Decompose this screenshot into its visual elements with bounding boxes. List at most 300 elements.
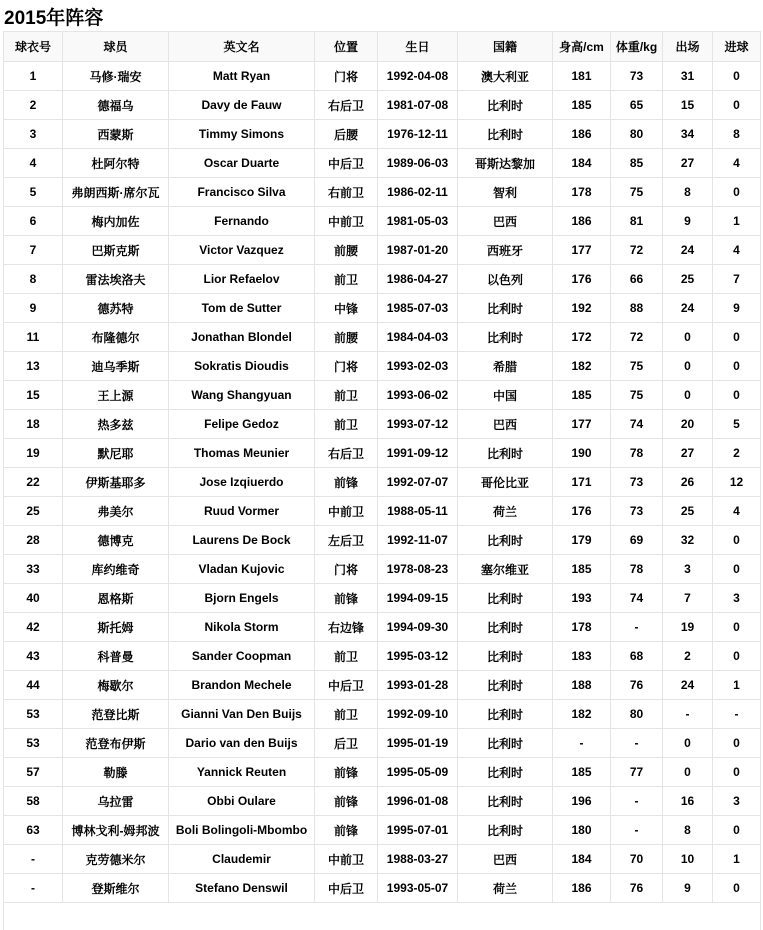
cell-birthday: 1992-09-10 <box>378 700 458 729</box>
cell-appearances: 24 <box>663 236 713 265</box>
cell-player: 博林戈利-姆邦波 <box>63 816 169 845</box>
cell-birthday: 1989-06-03 <box>378 149 458 178</box>
cell-height: 178 <box>553 178 611 207</box>
cell-jersey: 19 <box>4 439 63 468</box>
cell-weight: 68 <box>611 642 663 671</box>
cell-appearances: 26 <box>663 468 713 497</box>
table-row <box>4 265 761 294</box>
cell-position: 中前卫 <box>315 497 378 526</box>
table-row <box>4 787 761 816</box>
cell-appearances: 16 <box>663 787 713 816</box>
cell-birthday: 1991-09-12 <box>378 439 458 468</box>
cell-weight: 70 <box>611 845 663 874</box>
cell-player: 迪乌季斯 <box>63 352 169 381</box>
cell-english-name: Wang Shangyuan <box>169 381 315 410</box>
cell-nationality: 比利时 <box>458 700 553 729</box>
table-row-partial <box>4 903 761 930</box>
cell-english-name: Gianni Van Den Buijs <box>169 700 315 729</box>
cell-birthday: 1995-07-01 <box>378 816 458 845</box>
cell-position: 中后卫 <box>315 149 378 178</box>
cell-height: 192 <box>553 294 611 323</box>
cell-weight: 78 <box>611 555 663 584</box>
cell-height: 172 <box>553 323 611 352</box>
table-row <box>4 671 761 700</box>
cell-birthday: 1995-03-12 <box>378 642 458 671</box>
cell-jersey: 33 <box>4 555 63 584</box>
cell-height: 176 <box>553 497 611 526</box>
cell-player: 科普曼 <box>63 642 169 671</box>
cell-height: 177 <box>553 236 611 265</box>
cell-height: 185 <box>553 381 611 410</box>
cell-nationality: 比利时 <box>458 671 553 700</box>
cell-goals: 0 <box>713 874 761 903</box>
table-row <box>4 149 761 178</box>
cell-appearances: 0 <box>663 758 713 787</box>
cell-player: 德福乌 <box>63 91 169 120</box>
table-row <box>4 120 761 149</box>
cell-nationality: 希腊 <box>458 352 553 381</box>
cell-goals: 0 <box>713 526 761 555</box>
cell-english-name: Tom de Sutter <box>169 294 315 323</box>
cell-english-name: Francisco Silva <box>169 178 315 207</box>
cell-goals: 0 <box>713 758 761 787</box>
table-row <box>4 62 761 91</box>
cell-birthday: 1993-05-07 <box>378 874 458 903</box>
cell-position: 前锋 <box>315 816 378 845</box>
cell-goals: 0 <box>713 178 761 207</box>
table-row <box>4 468 761 497</box>
cell-player: 默尼耶 <box>63 439 169 468</box>
cell-goals: 9 <box>713 294 761 323</box>
cell-height: 176 <box>553 265 611 294</box>
cell-goals: - <box>713 700 761 729</box>
table-row <box>4 526 761 555</box>
cell-height: 186 <box>553 120 611 149</box>
cell-appearances: 0 <box>663 729 713 758</box>
table-row <box>4 729 761 758</box>
column-header-nationality: 国籍 <box>458 32 553 62</box>
cell-birthday: 1976-12-11 <box>378 120 458 149</box>
cell-goals: 0 <box>713 352 761 381</box>
cell-birthday: 1994-09-15 <box>378 584 458 613</box>
cell-english-name: Bjorn Engels <box>169 584 315 613</box>
cell-english-name: Laurens De Bock <box>169 526 315 555</box>
cell-player: 杜阿尔特 <box>63 149 169 178</box>
cell-jersey: 42 <box>4 613 63 642</box>
cell-birthday: 1993-06-02 <box>378 381 458 410</box>
cell-birthday: 1986-04-27 <box>378 265 458 294</box>
cell-nationality: 比利时 <box>458 729 553 758</box>
cell-position: 后腰 <box>315 120 378 149</box>
cell-weight: 72 <box>611 236 663 265</box>
cell-nationality: 巴西 <box>458 845 553 874</box>
cell-player: 克劳德米尔 <box>63 845 169 874</box>
cell-position: 前锋 <box>315 787 378 816</box>
cell-nationality: 哥斯达黎加 <box>458 149 553 178</box>
cell-player: 布隆德尔 <box>63 323 169 352</box>
cell-height: 185 <box>553 758 611 787</box>
cell-english-name: Jose Izqiuerdo <box>169 468 315 497</box>
cell-weight: 73 <box>611 62 663 91</box>
cell-jersey: - <box>4 874 63 903</box>
cell-weight: 73 <box>611 468 663 497</box>
cell-position: 前腰 <box>315 323 378 352</box>
cell-weight: - <box>611 816 663 845</box>
cell-nationality: 比利时 <box>458 439 553 468</box>
cell-player: 马修·瑞安 <box>63 62 169 91</box>
cell-weight: 80 <box>611 120 663 149</box>
cell-goals: 1 <box>713 845 761 874</box>
cell-appearances: 27 <box>663 149 713 178</box>
cell-english-name: Boli Bolingoli-Mbombo <box>169 816 315 845</box>
cell-appearances: 25 <box>663 497 713 526</box>
cell-goals: 0 <box>713 62 761 91</box>
cell-position: 右后卫 <box>315 439 378 468</box>
cell-nationality: 巴西 <box>458 207 553 236</box>
cell-nationality: 比利时 <box>458 816 553 845</box>
cell-weight: 75 <box>611 178 663 207</box>
cell-position: 右边锋 <box>315 613 378 642</box>
cell-appearances: - <box>663 700 713 729</box>
cell-birthday: 1993-01-28 <box>378 671 458 700</box>
cell-nationality: 比利时 <box>458 613 553 642</box>
column-header-position: 位置 <box>315 32 378 62</box>
cell-jersey: 15 <box>4 381 63 410</box>
cell-weight: 66 <box>611 265 663 294</box>
cell-english-name: Brandon Mechele <box>169 671 315 700</box>
cell-appearances: 19 <box>663 613 713 642</box>
table-row <box>4 439 761 468</box>
cell-appearances: 27 <box>663 439 713 468</box>
cell-goals: 3 <box>713 584 761 613</box>
cell-height: 184 <box>553 845 611 874</box>
cell-weight: 74 <box>611 410 663 439</box>
cell-goals: 1 <box>713 207 761 236</box>
cell-height: 179 <box>553 526 611 555</box>
cell-nationality: 哥伦比亚 <box>458 468 553 497</box>
column-header-appearances: 出场 <box>663 32 713 62</box>
cell-nationality: 荷兰 <box>458 497 553 526</box>
cell-weight: - <box>611 729 663 758</box>
cell-weight: 88 <box>611 294 663 323</box>
cell-nationality: 塞尔维亚 <box>458 555 553 584</box>
cell-position: 前腰 <box>315 236 378 265</box>
table-row <box>4 410 761 439</box>
cell-goals: 0 <box>713 555 761 584</box>
cell-jersey: 18 <box>4 410 63 439</box>
cell-height: 171 <box>553 468 611 497</box>
cell-jersey: 44 <box>4 671 63 700</box>
cell-goals: 1 <box>713 671 761 700</box>
table-header-row <box>4 32 761 62</box>
cell-jersey: 22 <box>4 468 63 497</box>
cell-birthday: 1986-02-11 <box>378 178 458 207</box>
cell-jersey: 4 <box>4 149 63 178</box>
cell-nationality: 比利时 <box>458 91 553 120</box>
cell-empty <box>4 903 761 930</box>
cell-appearances: 3 <box>663 555 713 584</box>
column-header-birthday: 生日 <box>378 32 458 62</box>
cell-goals: 4 <box>713 236 761 265</box>
cell-goals: 0 <box>713 323 761 352</box>
cell-english-name: Obbi Oulare <box>169 787 315 816</box>
column-header-weight: 体重/kg <box>611 32 663 62</box>
page-title: 2015年阵容 <box>4 8 104 29</box>
cell-nationality: 荷兰 <box>458 874 553 903</box>
cell-height: 177 <box>553 410 611 439</box>
cell-nationality: 比利时 <box>458 584 553 613</box>
table-row <box>4 352 761 381</box>
roster-table <box>3 31 761 930</box>
cell-birthday: 1985-07-03 <box>378 294 458 323</box>
cell-weight: 77 <box>611 758 663 787</box>
cell-jersey: 2 <box>4 91 63 120</box>
cell-height: 185 <box>553 555 611 584</box>
cell-jersey: 28 <box>4 526 63 555</box>
cell-player: 弗朗西斯·席尔瓦 <box>63 178 169 207</box>
cell-appearances: 8 <box>663 816 713 845</box>
cell-weight: 76 <box>611 874 663 903</box>
cell-goals: 0 <box>713 381 761 410</box>
cell-nationality: 智利 <box>458 178 553 207</box>
cell-position: 中后卫 <box>315 671 378 700</box>
cell-height: 182 <box>553 700 611 729</box>
cell-english-name: Felipe Gedoz <box>169 410 315 439</box>
cell-jersey: 57 <box>4 758 63 787</box>
cell-appearances: 0 <box>663 323 713 352</box>
cell-position: 门将 <box>315 352 378 381</box>
cell-position: 前锋 <box>315 468 378 497</box>
cell-weight: 78 <box>611 439 663 468</box>
table-row <box>4 381 761 410</box>
cell-goals: 0 <box>713 91 761 120</box>
cell-jersey: 63 <box>4 816 63 845</box>
cell-birthday: 1993-02-03 <box>378 352 458 381</box>
cell-english-name: Dario van den Buijs <box>169 729 315 758</box>
cell-position: 前卫 <box>315 700 378 729</box>
roster-table-body <box>4 62 761 930</box>
cell-appearances: 15 <box>663 91 713 120</box>
cell-goals: 4 <box>713 149 761 178</box>
table-row <box>4 555 761 584</box>
cell-height: 184 <box>553 149 611 178</box>
cell-appearances: 24 <box>663 294 713 323</box>
cell-weight: 75 <box>611 381 663 410</box>
table-row <box>4 236 761 265</box>
cell-position: 前卫 <box>315 410 378 439</box>
table-row <box>4 207 761 236</box>
cell-height: 178 <box>553 613 611 642</box>
cell-birthday: 1987-01-20 <box>378 236 458 265</box>
column-header-player: 球员 <box>63 32 169 62</box>
cell-height: 181 <box>553 62 611 91</box>
cell-player: 斯托姆 <box>63 613 169 642</box>
cell-jersey: 1 <box>4 62 63 91</box>
cell-jersey: 43 <box>4 642 63 671</box>
cell-goals: 0 <box>713 729 761 758</box>
column-header-height: 身高/cm <box>553 32 611 62</box>
cell-english-name: Davy de Fauw <box>169 91 315 120</box>
cell-weight: 80 <box>611 700 663 729</box>
cell-jersey: 53 <box>4 729 63 758</box>
cell-weight: 85 <box>611 149 663 178</box>
cell-appearances: 34 <box>663 120 713 149</box>
cell-jersey: 6 <box>4 207 63 236</box>
cell-english-name: Ruud Vormer <box>169 497 315 526</box>
cell-goals: 2 <box>713 439 761 468</box>
cell-player: 德苏特 <box>63 294 169 323</box>
cell-position: 中后卫 <box>315 874 378 903</box>
cell-position: 中前卫 <box>315 845 378 874</box>
cell-goals: 3 <box>713 787 761 816</box>
cell-player: 恩格斯 <box>63 584 169 613</box>
table-row <box>4 497 761 526</box>
cell-birthday: 1992-07-07 <box>378 468 458 497</box>
cell-nationality: 以色列 <box>458 265 553 294</box>
table-row <box>4 642 761 671</box>
cell-player: 西蒙斯 <box>63 120 169 149</box>
table-row <box>4 816 761 845</box>
cell-birthday: 1981-07-08 <box>378 91 458 120</box>
cell-height: - <box>553 729 611 758</box>
cell-weight: 74 <box>611 584 663 613</box>
cell-position: 前锋 <box>315 584 378 613</box>
cell-english-name: Thomas Meunier <box>169 439 315 468</box>
cell-nationality: 比利时 <box>458 294 553 323</box>
cell-height: 180 <box>553 816 611 845</box>
cell-nationality: 澳大利亚 <box>458 62 553 91</box>
cell-goals: 12 <box>713 468 761 497</box>
cell-height: 193 <box>553 584 611 613</box>
cell-goals: 7 <box>713 265 761 294</box>
cell-jersey: 25 <box>4 497 63 526</box>
cell-player: 库约维奇 <box>63 555 169 584</box>
cell-nationality: 比利时 <box>458 642 553 671</box>
cell-player: 范登布伊斯 <box>63 729 169 758</box>
table-row <box>4 294 761 323</box>
cell-jersey: - <box>4 845 63 874</box>
cell-player: 登斯维尔 <box>63 874 169 903</box>
cell-english-name: Vladan Kujovic <box>169 555 315 584</box>
column-header-goals: 进球 <box>713 32 761 62</box>
cell-weight: 69 <box>611 526 663 555</box>
cell-nationality: 比利时 <box>458 323 553 352</box>
cell-jersey: 5 <box>4 178 63 207</box>
cell-appearances: 9 <box>663 874 713 903</box>
cell-position: 前卫 <box>315 381 378 410</box>
table-row <box>4 91 761 120</box>
cell-english-name: Claudemir <box>169 845 315 874</box>
cell-weight: 72 <box>611 323 663 352</box>
cell-position: 前卫 <box>315 642 378 671</box>
cell-position: 门将 <box>315 62 378 91</box>
cell-height: 186 <box>553 207 611 236</box>
table-row <box>4 874 761 903</box>
cell-english-name: Oscar Duarte <box>169 149 315 178</box>
cell-goals: 8 <box>713 120 761 149</box>
cell-appearances: 32 <box>663 526 713 555</box>
cell-english-name: Fernando <box>169 207 315 236</box>
cell-weight: 65 <box>611 91 663 120</box>
cell-position: 门将 <box>315 555 378 584</box>
cell-appearances: 8 <box>663 178 713 207</box>
cell-goals: 0 <box>713 613 761 642</box>
cell-goals: 0 <box>713 816 761 845</box>
cell-player: 弗美尔 <box>63 497 169 526</box>
cell-appearances: 9 <box>663 207 713 236</box>
cell-nationality: 西班牙 <box>458 236 553 265</box>
cell-birthday: 1978-08-23 <box>378 555 458 584</box>
cell-weight: 73 <box>611 497 663 526</box>
cell-english-name: Sander Coopman <box>169 642 315 671</box>
cell-appearances: 20 <box>663 410 713 439</box>
cell-jersey: 7 <box>4 236 63 265</box>
cell-appearances: 25 <box>663 265 713 294</box>
cell-position: 右后卫 <box>315 91 378 120</box>
cell-appearances: 7 <box>663 584 713 613</box>
table-row <box>4 613 761 642</box>
cell-height: 186 <box>553 874 611 903</box>
cell-english-name: Matt Ryan <box>169 62 315 91</box>
cell-birthday: 1995-05-09 <box>378 758 458 787</box>
cell-player: 范登比斯 <box>63 700 169 729</box>
cell-jersey: 58 <box>4 787 63 816</box>
cell-player: 德博克 <box>63 526 169 555</box>
cell-goals: 5 <box>713 410 761 439</box>
cell-weight: - <box>611 787 663 816</box>
cell-english-name: Victor Vazquez <box>169 236 315 265</box>
cell-nationality: 比利时 <box>458 758 553 787</box>
cell-height: 190 <box>553 439 611 468</box>
cell-nationality: 比利时 <box>458 787 553 816</box>
cell-nationality: 比利时 <box>458 120 553 149</box>
cell-english-name: Yannick Reuten <box>169 758 315 787</box>
column-header-english-name: 英文名 <box>169 32 315 62</box>
table-row <box>4 323 761 352</box>
cell-jersey: 53 <box>4 700 63 729</box>
cell-birthday: 1984-04-03 <box>378 323 458 352</box>
cell-nationality: 巴西 <box>458 410 553 439</box>
cell-english-name: Nikola Storm <box>169 613 315 642</box>
cell-birthday: 1995-01-19 <box>378 729 458 758</box>
cell-jersey: 3 <box>4 120 63 149</box>
cell-height: 182 <box>553 352 611 381</box>
cell-position: 中锋 <box>315 294 378 323</box>
cell-english-name: Stefano Denswil <box>169 874 315 903</box>
cell-english-name: Jonathan Blondel <box>169 323 315 352</box>
cell-nationality: 中国 <box>458 381 553 410</box>
cell-position: 后卫 <box>315 729 378 758</box>
cell-height: 183 <box>553 642 611 671</box>
cell-position: 左后卫 <box>315 526 378 555</box>
cell-player: 巴斯克斯 <box>63 236 169 265</box>
table-row <box>4 584 761 613</box>
cell-appearances: 10 <box>663 845 713 874</box>
cell-player: 王上源 <box>63 381 169 410</box>
cell-goals: 4 <box>713 497 761 526</box>
cell-birthday: 1988-05-11 <box>378 497 458 526</box>
cell-weight: - <box>611 613 663 642</box>
cell-jersey: 9 <box>4 294 63 323</box>
cell-player: 热多兹 <box>63 410 169 439</box>
cell-birthday: 1992-11-07 <box>378 526 458 555</box>
cell-english-name: Lior Refaelov <box>169 265 315 294</box>
table-row <box>4 758 761 787</box>
cell-birthday: 1992-04-08 <box>378 62 458 91</box>
cell-appearances: 0 <box>663 352 713 381</box>
column-header-jersey: 球衣号 <box>4 32 63 62</box>
cell-birthday: 1994-09-30 <box>378 613 458 642</box>
